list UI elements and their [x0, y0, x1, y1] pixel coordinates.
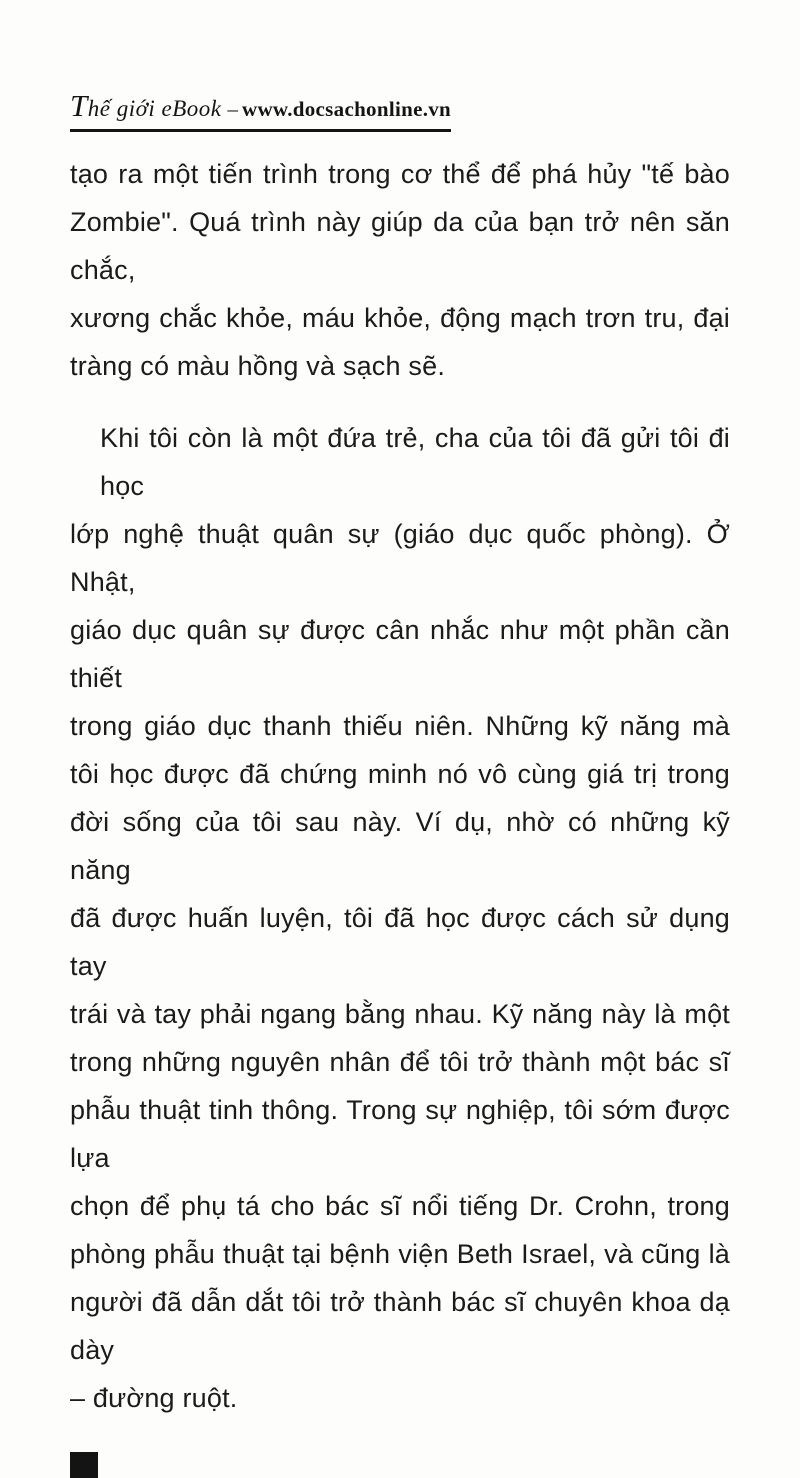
site-url-text: www.docsachonline.vn [241, 97, 452, 121]
header-separator: – [227, 97, 238, 121]
end-of-text-square-icon [70, 1452, 98, 1478]
text-line: Zombie". Quá trình này giúp da của bạn trở nên săn chắc, [70, 207, 730, 285]
text-line: chọn để phụ tá cho bác sĩ nổi tiếng Dr. Crohn, trong [70, 1191, 730, 1221]
paragraph [70, 150, 730, 390]
text-line: trái và tay phải ngang bằng nhau. Kỹ năng này là một [70, 999, 730, 1029]
text-line: xương chắc khỏe, máu khỏe, động mạch trơn tru, đại [70, 303, 730, 333]
text-line: đời sống của tôi sau này. Ví dụ, nhờ có những kỹ năng [70, 807, 730, 885]
text-line: phẫu thuật tinh thông. Trong sự nghiệp, tôi sớm được lựa [70, 1095, 730, 1173]
ebook-brand-text: Thế giới eBook [70, 88, 222, 123]
text-line: tạo ra một tiến trình trong cơ thể để phá hủy "tế bào [70, 159, 730, 189]
text-line: Khi tôi còn là một đứa trẻ, cha của tôi đã gửi tôi đi học [100, 423, 730, 501]
text-line: giáo dục quân sự được cân nhắc như một phần cần thiết [70, 615, 730, 693]
text-line: tràng có màu hồng và sạch sẽ. [70, 351, 446, 381]
text-line: lớp nghệ thuật quân sự (giáo dục quốc phòng). Ở Nhật, [70, 519, 730, 597]
text-line: – đường ruột. [70, 1383, 238, 1413]
page-body [70, 150, 730, 1478]
text-line: tôi học được đã chứng minh nó vô cùng giá trị trong [70, 759, 730, 789]
text-line: trong giáo dục thanh thiếu niên. Những kỹ năng mà [70, 711, 730, 741]
page-header [70, 88, 451, 132]
text-line: người đã dẫn dắt tôi trở thành bác sĩ chuyên khoa dạ dày [70, 1287, 730, 1365]
text-line: phòng phẫu thuật tại bệnh viện Beth Israel, và cũng là [70, 1239, 730, 1269]
paragraph [70, 414, 730, 1422]
text-line: đã được huấn luyện, tôi đã học được cách sử dụng tay [70, 903, 730, 981]
text-line: trong những nguyên nhân để tôi trở thành một bác sĩ [70, 1047, 730, 1077]
